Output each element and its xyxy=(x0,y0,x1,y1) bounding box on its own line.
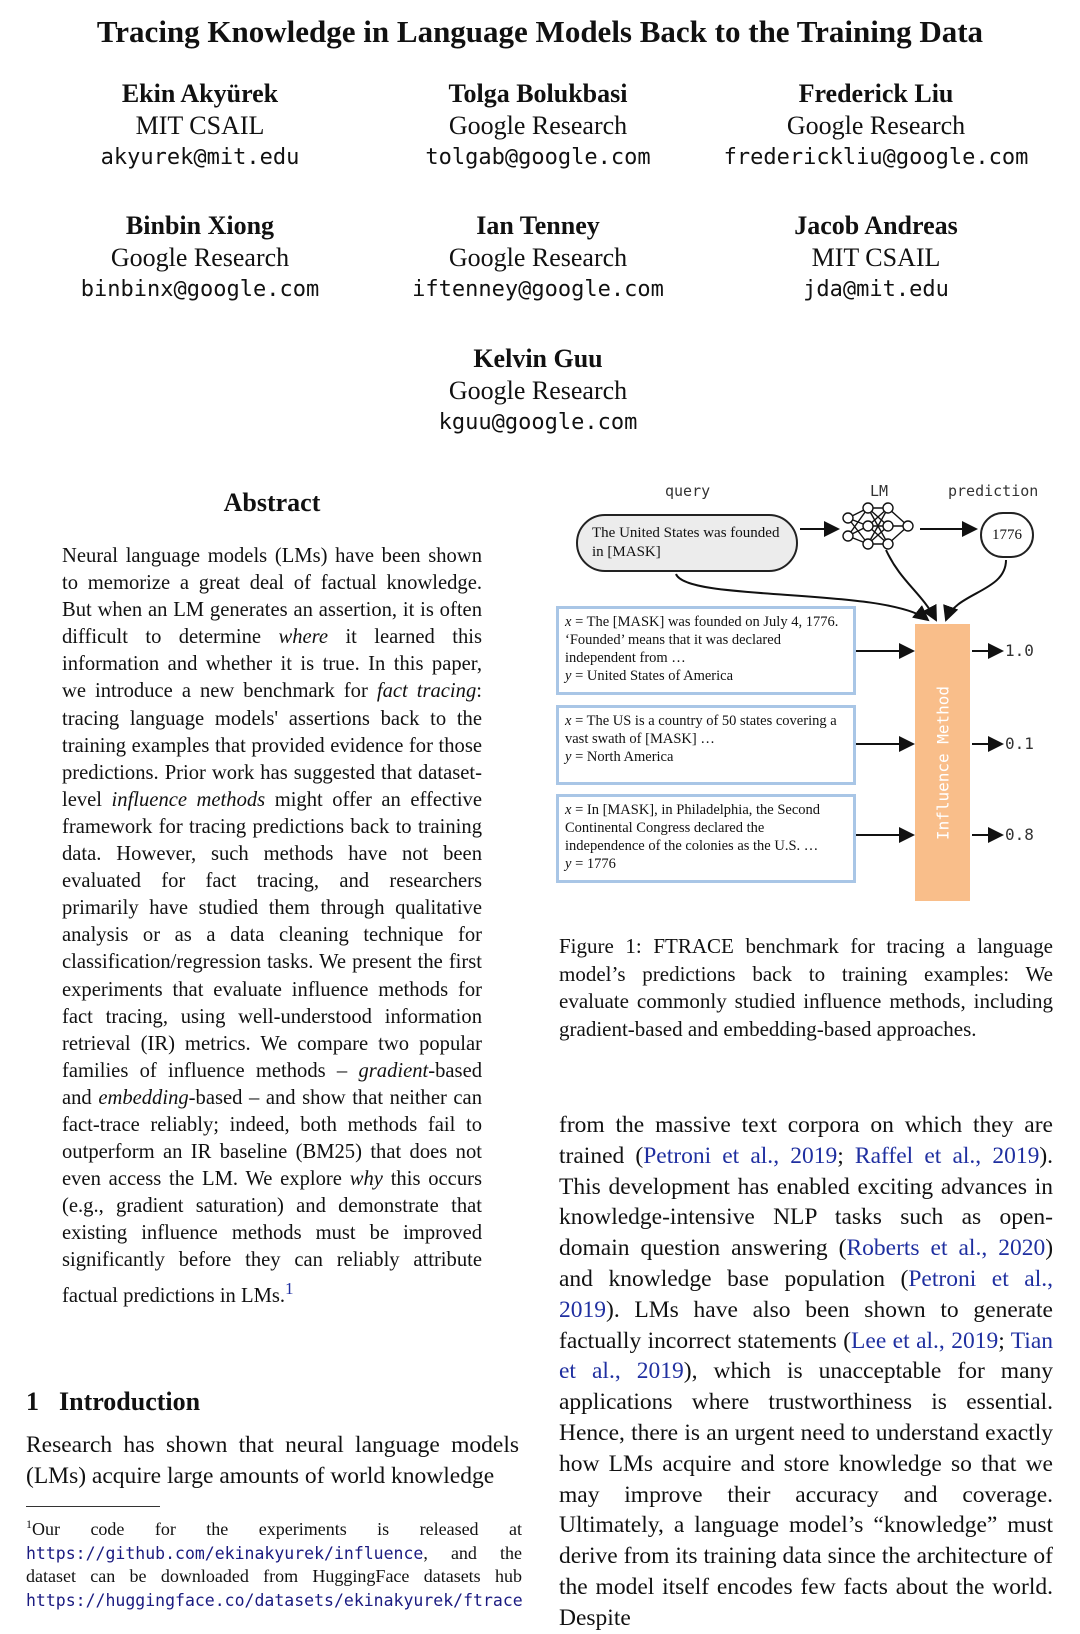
intro-text-continued: from the massive text corpora on which they are trained (Petroni et al., 2019; Raffel et al., 2019). This development has enabled exciting advances in knowledge-intensive NLP tasks such as open-domain question answering (Roberts et al., 2020) and knowledge base population (Petroni et al., 2019). LMs have also been shown to generate factually incorrect statements (Lee et al., 2019; Tian et al., 2019), which is unacceptable for many applications where trustworthiness is essential. Hence, there is an urgent need to understand exactly how LMs acquire and store knowledge so that we may improve their accuracy and coverage. Ultimately, a language model’s “knowledge” must derive from its training data since the architecture of the model itself encodes few facts about the world. Despite xyxy=(559,1112,1054,1631)
author-name: Ekin Akyürek xyxy=(121,79,279,108)
footnote-rule xyxy=(26,1506,160,1507)
training-example-3: x = In [MASK], in Philadelphia, the Second Continental Congress declared the independence of the colonies as the U.S. … y = 1776 xyxy=(556,794,856,883)
figure-label-prediction: prediction xyxy=(948,482,1039,500)
author-email[interactable]: binbinx@google.com xyxy=(80,277,320,302)
citation-link[interactable]: Roberts et al., 2020 xyxy=(846,1235,1046,1262)
figure-caption: Figure 1: FTRACE benchmark for tracing a language model’s predictions back to training examples: We evaluate commonly studied influence methods, including gradient-based and embedding-based approaches. xyxy=(559,934,1053,1041)
author-email[interactable]: akyurek@mit.edu xyxy=(100,145,300,170)
author-block xyxy=(20,210,380,306)
footnote-marker[interactable]: 1 xyxy=(285,1278,294,1298)
citation-link[interactable]: Lee et al., 2019 xyxy=(851,1327,999,1354)
neural-network-icon xyxy=(843,503,913,549)
influence-score-3: 0.8 xyxy=(1005,825,1034,844)
training-example-1: x = The [MASK] was founded on July 4, 1776. ‘Founded’ means that it was declared independent from … y = United States of America xyxy=(556,606,856,695)
code-url-link[interactable]: https://github.com/ekinakyurek/influence xyxy=(26,1543,424,1563)
author-block xyxy=(696,210,1056,306)
author-affiliation: Google Research xyxy=(110,243,290,272)
figure-label-lm: LM xyxy=(870,482,889,500)
dataset-url-link[interactable]: https://huggingface.co/datasets/ekinakyurek/ftrace xyxy=(26,1590,523,1610)
footnote: $^1$Our code for the experiments is released at https://github.com/ekinakyurek/influence, and the dataset can be downloaded from HuggingFace datasets hub https://huggingface.co/datasets/ekinakyurek/ftrace xyxy=(26,1517,523,1610)
figure-label-query: query xyxy=(665,482,711,500)
intro-text: Research has shown that neural language models (LMs) acquire large amounts of world knowledge xyxy=(26,1432,519,1489)
author-block xyxy=(20,78,380,174)
paper-title: Tracing Knowledge in Language Models Back to the Training Data xyxy=(96,14,984,49)
section-heading-introduction: 1 Introduction xyxy=(26,1387,201,1416)
author-email[interactable]: jda@mit.edu xyxy=(803,277,949,302)
author-email[interactable]: kguu@google.com xyxy=(438,410,638,435)
citation-link[interactable]: Petroni et al., 2019 xyxy=(559,1265,1053,1323)
abstract-text: Neural language models (LMs) have been shown to memorize a great deal of factual knowledge. But when an LM generates an assertion, it is often difficult to determine where it learned this information and whether it is true. In this paper, we introduce a new benchmark for fact tracing: tracing language models' assertions back to the training examples that provided evidence for those predictions. Prior work has suggested that dataset-level influence methods might offer an effective framework for tracing predictions back to training data. However, such methods have not been evaluated for fact tracing, and researchers primarily have studied them through qualitative analysis or as a data cleaning technique for classification/regression tasks. We present the first experiments that evaluate influence methods for fact tracing, using well-understood information retrieval (IR) metrics. We compare two popular families of influence methods – gradient-based and embedding-based – and show that neither can fact-trace reliably; indeed, both methods fail to outperform an IR baseline (BM25) that does not even access the LM. We explore why this occurs (e.g., gradient saturation) and demonstrate that existing influence methods must be improved significantly before they can reliably attribute factual predictions in LMs.$^1$ xyxy=(62,545,483,1307)
influence-method-block: Influence Method xyxy=(915,624,970,901)
author-name: Binbin Xiong xyxy=(125,211,275,240)
author-affiliation: Google Research xyxy=(448,243,628,272)
author-name: Ian Tenney xyxy=(476,211,600,240)
author-affiliation: Google Research xyxy=(786,111,966,140)
author-affiliation: Google Research xyxy=(448,111,628,140)
author-block xyxy=(358,210,718,306)
prediction-box: 1776 xyxy=(980,512,1034,558)
author-block xyxy=(696,78,1056,174)
author-email[interactable]: tolgab@google.com xyxy=(425,145,651,170)
arrow-lm-to-influence xyxy=(886,550,936,620)
author-email[interactable]: frederickliu@google.com xyxy=(723,145,1029,170)
query-box: The United States was founded in [MASK] xyxy=(576,514,798,572)
author-block xyxy=(358,343,718,439)
figure-1 xyxy=(556,482,1056,912)
author-affiliation: MIT CSAIL xyxy=(135,111,265,140)
influence-score-1: 1.0 xyxy=(1005,641,1034,660)
author-name: Tolga Bolukbasi xyxy=(448,79,628,108)
author-block xyxy=(358,78,718,174)
citation-link[interactable]: Raffel et al., 2019 xyxy=(854,1142,1040,1169)
author-email[interactable]: iftenney@google.com xyxy=(412,277,664,302)
author-name: Frederick Liu xyxy=(798,79,954,108)
citation-link[interactable]: Tian et al., 2019 xyxy=(559,1327,1054,1385)
influence-score-2: 0.1 xyxy=(1005,734,1034,753)
abstract-heading: Abstract xyxy=(223,488,321,517)
author-name: Kelvin Guu xyxy=(473,344,603,373)
author-affiliation: Google Research xyxy=(448,376,628,405)
arrow-prediction-to-influence xyxy=(946,560,1006,620)
training-example-2: x = The US is a country of 50 states covering a vast swath of [MASK] … y = North America xyxy=(556,705,856,785)
author-affiliation: MIT CSAIL xyxy=(811,243,941,272)
author-name: Jacob Andreas xyxy=(794,211,958,240)
citation-link[interactable]: Petroni et al., 2019 xyxy=(643,1142,838,1169)
